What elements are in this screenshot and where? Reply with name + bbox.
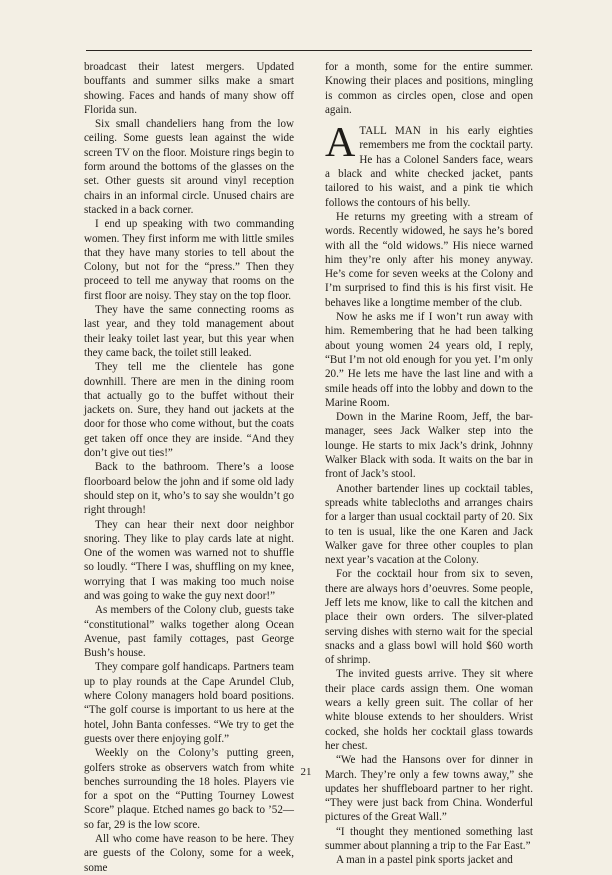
- paragraph: He returns my greeting with a stream of words. Recently widowed, he says he’s bored with all the “old widows.” His niece warned him they’re only after his money anyway. He’s come for seven weeks at the Colony and I’m surprised to find this is his first visit. He behaves like a longtime member of the club.: [325, 210, 533, 309]
- header-rule: [86, 50, 532, 51]
- paragraph: They tell me the clientele has gone downhill. There are men in the dining room that actually go to the buffet without their jackets on. Sure, they hand out jackets at the door for those who come without, but the coats get taken off once they are inside. “And they don’t give out ties!”: [84, 361, 294, 460]
- paragraph: I end up speaking with two commanding women. They first inform me with little smiles that they have many stories to tell about the Colony, but not for the “press.” Then they proceed to tell me anyway that rooms on the first floor are noisy. They stay on the top floor.: [84, 218, 294, 302]
- paragraph: For the cocktail hour from six to seven, there are always hors d’oeuvres. Some people, Jeff lets me know, like to call the kitchen and place their own orders. The silver-plated serving dishes with sterno wait for the special snacks and a glass bowl will hold $60 worth of shrimp.: [325, 568, 533, 667]
- page-number: 21: [300, 766, 312, 778]
- paragraph: A man in a pastel pink sports jacket and: [336, 854, 513, 867]
- paragraph: As members of the Colony club, guests take “constitutional” walks together along Ocean Avenue, past family cottages, past George Bush’s house.: [84, 604, 294, 660]
- dropcap-text: TALL MAN in his early eighties remembers me from the cocktail party. He has a Colonel Sanders face, wears a black and white checked jacket, pants tailored to his waist, and a pink tie which follows the contours of his belly.: [325, 125, 533, 209]
- dropcap-paragraph: [325, 120, 533, 210]
- drop-cap: A: [325, 120, 356, 167]
- paragraph: “I thought they mentioned something last summer about planning a trip to the Far East.”: [325, 825, 533, 853]
- paragraph: Six small chandeliers hang from the low ceiling. Some guests lean against the wide screen TV on the floor. Moisture rings begin to form around the bottoms of the glasses on the set. Other guests sit around vinyl reception chairs in an informal circle. Unused chairs are stacked in a back corner.: [84, 118, 294, 216]
- paragraph: “We had the Hansons over for dinner in March. They’re only a few towns away,” she updates her shuffleboard partner to her right. “They were just back from China. Wonderful pictures of the Great Wall.”: [325, 754, 533, 824]
- paragraph: broadcast their latest mergers. Updated bouffants and summer silks make a smart showing. Faces and hands of many show off Florida sun.: [84, 61, 294, 116]
- paragraph: Another bartender lines up cocktail tables, spreads white tablecloths and arranges chairs for a larger than usual cocktail party of 20. Six to ten is usual, like the one Karen and Jack Walker gave for three other couples to plan next year’s vacation at the Colony.: [325, 482, 533, 567]
- paragraph: They have the same connecting rooms as last year, and they told management about their leaky toilet last year, but this year when they came back, the toilet still leaked.: [84, 304, 294, 359]
- paragraph: for a month, some for the entire summer. Knowing their places and positions, mingling is common as circles open, close and open again.: [325, 61, 533, 116]
- paragraph: All who come have reason to be here. They are guests of the Colony, some for a week, some: [84, 833, 294, 874]
- paragraph: They compare golf handicaps. Partners team up to play rounds at the Cape Arundel Club, where Colony managers hold board positions. “The golf course is important to us here at the hotel, John Banta confesses. “We try to get the guests over there enjoying golf.”: [84, 661, 294, 745]
- left-column: [84, 60, 294, 875]
- paragraph: Weekly on the Colony’s putting green, golfers stroke as observers watch from white benches surrounding the 18 holes. Players vie for a spot on the “Putting Tourney Lowest Score” plaque. Etched names go back to ’52—so far, 29 is the low score.: [84, 747, 294, 831]
- paragraph: They can hear their next door neighbor snoring. They like to play cards late at night. One of the women was warned not to shuffle so loudly. “There I was, shuffling on my knee, worrying that I was making too much noise and was going to wake the guy next door!”: [84, 518, 294, 602]
- paragraph: Back to the bathroom. There’s a loose floorboard below the john and if some old lady should step on it, who’s to say she wouldn’t go right through!: [84, 461, 294, 517]
- right-column: [325, 60, 533, 868]
- paragraph: Down in the Marine Room, Jeff, the bar-manager, sees Jack Walker step into the lounge. He starts to mix Jack’s drink, Johnny Walker Black with soda. It waits on the bar in front of Jack’s stool.: [325, 411, 533, 481]
- paragraph: The invited guests arrive. They sit where their place cards assign them. One woman wears a kelly green suit. The collar of her white blouse extends to her shoulders. Wrist cocked, she holds her cocktail glass towards her chest.: [325, 668, 533, 752]
- paragraph: Now he asks me if I won’t run away with him. Remembering that he had been talking about young women 24 years old, I reply, “But I’m not old enough for you yet. I’m only 20.” He lets me have the last line and with a smile heads off into the lobby and down to the Marine Room.: [325, 311, 533, 409]
